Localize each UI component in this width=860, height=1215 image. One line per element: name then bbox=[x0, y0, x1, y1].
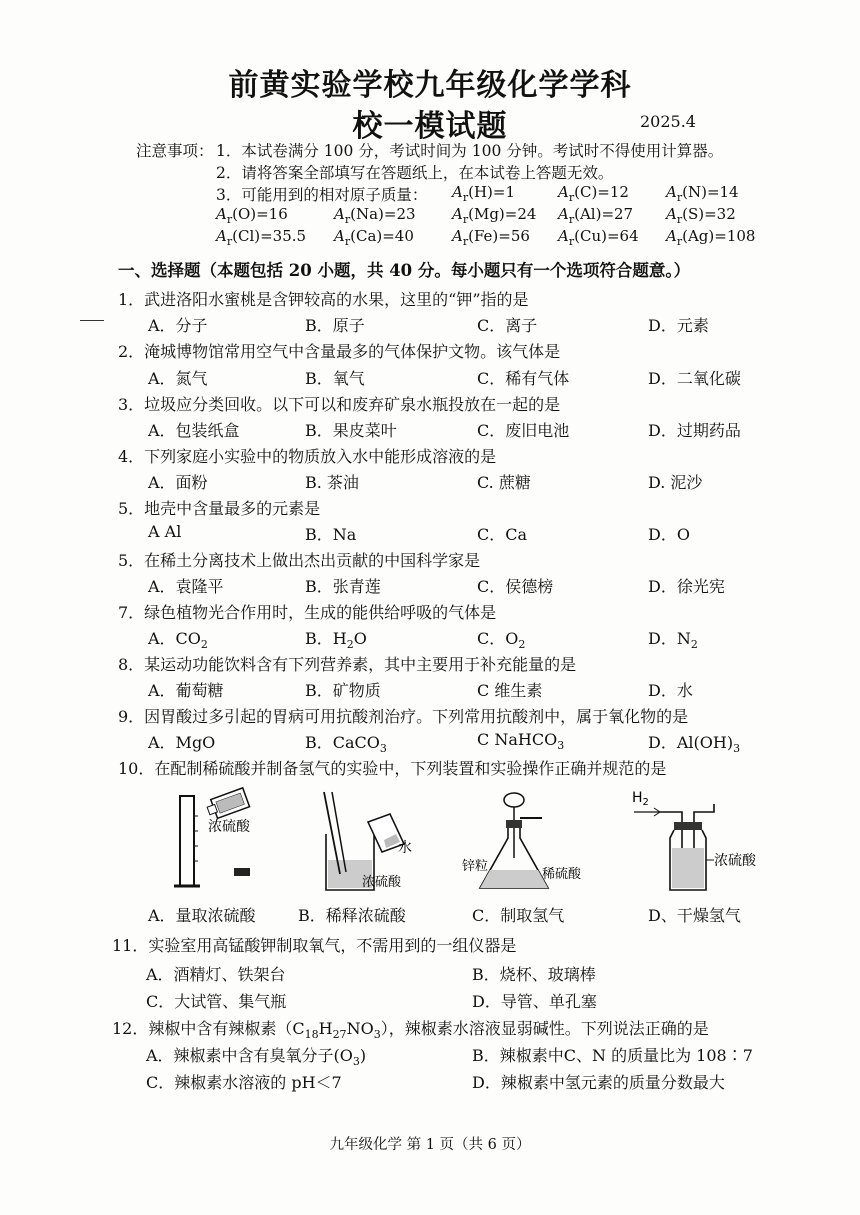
exam-subtitle: 校一模试题 bbox=[352, 109, 508, 144]
question-5: 5．地壳中含量最多的元素是 bbox=[118, 499, 321, 518]
note-3: 3．可能用到的相对原子质量： bbox=[216, 186, 428, 204]
mass-na: $A_r(Na)=23$ bbox=[334, 205, 416, 226]
q2-option-c: C．稀有气体 bbox=[477, 369, 570, 388]
mass-cu: $A_r(Cu)=64$ bbox=[558, 227, 639, 248]
q7-option-b: B．$H_2O$ bbox=[305, 629, 367, 652]
q2-option-b: B．氧气 bbox=[305, 369, 365, 388]
mass-n: $A_r(N)=14$ bbox=[666, 183, 739, 204]
figure-c-flask bbox=[462, 788, 597, 900]
fig-a-label-acid: 浓硫酸 bbox=[208, 819, 250, 835]
q5-option-a: A Al bbox=[148, 522, 182, 541]
question-3: 3．垃圾应分类回收。以下可以和废弃矿泉水瓶投放在一起的是 bbox=[118, 395, 561, 414]
q3-option-b: B．果皮菜叶 bbox=[305, 421, 397, 440]
bottle-stopper bbox=[234, 868, 250, 876]
mass-ag: $A_r(Ag)=108$ bbox=[666, 227, 756, 248]
mass-cl: $A_r(Cl)=35.5$ bbox=[216, 227, 307, 248]
q8-option-b: B．矿物质 bbox=[305, 681, 381, 700]
q1-option-c: C．离子 bbox=[477, 316, 538, 335]
mass-c: $A_r(C)=12$ bbox=[558, 183, 629, 204]
q9-option-d: D．$Al(OH)_3$ bbox=[648, 733, 741, 756]
q3-option-a: A．包装纸盒 bbox=[148, 421, 240, 440]
fig-b-label-acid: 浓硫酸 bbox=[362, 875, 402, 890]
q10-option-a: A．量取浓硫酸 bbox=[148, 906, 256, 925]
question-6: 5．在稀土分离技术上做出杰出贡献的中国科学家是 bbox=[118, 551, 481, 570]
q9-option-b: B．CaCO$_3$ bbox=[305, 733, 387, 756]
q8-option-a: A．葡萄糖 bbox=[148, 681, 224, 700]
q11-option-b: B．烧杯、玻璃棒 bbox=[472, 965, 596, 984]
section-heading: 一、选择题（本题包括 20 小题，共 40 分。每小题只有一个选项符合题意。） bbox=[118, 261, 691, 280]
q10-option-d: D、干燥氢气 bbox=[648, 906, 741, 925]
q7-option-d: D．$N_2$ bbox=[648, 629, 698, 652]
q6-option-b: B．张青莲 bbox=[305, 577, 381, 596]
question-9: 9．因胃酸过多引起的胃病可用抗酸剂治疗。下列常用抗酸剂中，属于氧化物的是 bbox=[118, 707, 689, 726]
q2-option-a: A．氮气 bbox=[148, 369, 208, 388]
exam-date: 2025.4 bbox=[640, 112, 696, 131]
mass-fe: $A_r(Fe)=56$ bbox=[452, 227, 530, 248]
q7-option-a: A．$CO_2$ bbox=[148, 629, 208, 652]
exam-title: 前黄实验学校九年级化学学科 bbox=[228, 68, 632, 103]
mass-mg: $A_r(Mg)=24$ bbox=[452, 205, 537, 226]
page-footer: 九年级化学 第 1 页（共 6 页） bbox=[329, 1137, 531, 1153]
question-7: 7．绿色植物光合作用时，生成的能供给呼吸的气体是 bbox=[118, 603, 497, 622]
mass-al: $A_r(Al)=27$ bbox=[558, 205, 634, 226]
q11-option-c: C．大试管、集气瓶 bbox=[146, 992, 287, 1011]
figure-d-drying-bottle bbox=[630, 786, 770, 898]
fig-b-label-water: 水 bbox=[398, 840, 412, 856]
question-11: 11．实验室用高锰酸钾制取氧气，不需用到的一组仪器是 bbox=[112, 936, 517, 955]
mass-h: $A_r(H)=1$ bbox=[452, 183, 516, 204]
mass-ca: $A_r(Ca)=40$ bbox=[334, 227, 414, 248]
q6-option-c: C．侯德榜 bbox=[477, 577, 554, 596]
q12-option-d: D．辣椒素中氢元素的质量分数最大 bbox=[472, 1073, 725, 1092]
mass-o: $A_r(O)=16$ bbox=[216, 205, 288, 226]
fig-d-label-h2: $H_2$ bbox=[632, 790, 649, 808]
q10-option-b: B．稀释浓硫酸 bbox=[298, 906, 406, 925]
q11-option-d: D．导管、单孔塞 bbox=[472, 992, 597, 1011]
q6-option-a: A．袁隆平 bbox=[148, 577, 224, 596]
note-1: 1．本试卷满分 100 分，考试时间为 100 分钟。考试时不得使用计算器。 bbox=[216, 142, 724, 160]
margin-mark bbox=[80, 320, 104, 321]
q1-option-b: B．原子 bbox=[305, 316, 365, 335]
q2-option-d: D．二氧化碳 bbox=[648, 369, 741, 388]
q10-option-c: C．制取氢气 bbox=[472, 906, 565, 925]
q9-option-a: A．MgO bbox=[148, 733, 216, 752]
notes-label: 注意事项： bbox=[136, 142, 214, 160]
q1-option-a: A．分子 bbox=[148, 316, 208, 335]
q5-option-b: B．Na bbox=[305, 525, 357, 544]
q7-option-c: C．$O_2$ bbox=[477, 629, 526, 652]
q5-option-d: D．O bbox=[648, 525, 690, 544]
q8-option-d: D．水 bbox=[648, 681, 693, 700]
figure-b-beaker bbox=[312, 790, 432, 898]
question-8: 8．某运动功能饮料含有下列营养素，其中主要用于补充能量的是 bbox=[118, 655, 577, 674]
note-2: 2．请将答案全部填写在答题纸上，在本试卷上答题无效。 bbox=[216, 164, 614, 182]
q12-option-c: C．辣椒素水溶液的 pH＜7 bbox=[146, 1073, 342, 1092]
q8-option-c: C 维生素 bbox=[477, 681, 543, 700]
q6-option-d: D．徐光宪 bbox=[648, 577, 725, 596]
q4-option-c: C. 蔗糖 bbox=[477, 473, 531, 492]
question-12: 12．辣椒中含有辣椒素$(C_{18}H_{27}NO_3)$，辣椒素水溶液显弱碱性。下列说法正确的是 bbox=[112, 1019, 709, 1042]
q11-option-a: A．酒精灯、铁架台 bbox=[146, 965, 286, 984]
q4-option-d: D. 泥沙 bbox=[648, 473, 703, 492]
q3-option-c: C．废旧电池 bbox=[477, 421, 570, 440]
mass-s: $A_r(S)=32$ bbox=[666, 205, 736, 226]
q9-option-c: C NaHCO$_3$ bbox=[477, 730, 565, 753]
question-10: 10．在配制稀硫酸并制备氢气的实验中，下列装置和实验操作正确并规范的是 bbox=[118, 759, 667, 778]
q12-option-b: B．辣椒素中C、N 的质量比为 108∶7 bbox=[472, 1046, 753, 1065]
fig-c-label-zinc: 锌粒 bbox=[462, 859, 489, 874]
q4-option-a: A．面粉 bbox=[148, 473, 208, 492]
q4-option-b: B. 茶油 bbox=[305, 473, 359, 492]
fig-d-label-acid: 浓硫酸 bbox=[714, 853, 756, 869]
q5-option-c: C．Ca bbox=[477, 525, 528, 544]
figure-a-measuring-cylinder bbox=[170, 786, 290, 898]
q12-option-a: A．辣椒素中含有臭氧分子$(O_3)$ bbox=[146, 1046, 367, 1069]
question-4: 4．下列家庭小实验中的物质放入水中能形成溶液的是 bbox=[118, 447, 497, 466]
question-1: 1．武进洛阳水蜜桃是含钾较高的水果，这里的“钾”指的是 bbox=[118, 290, 529, 309]
question-2: 2．淹城博物馆常用空气中含量最多的气体保护文物。该气体是 bbox=[118, 342, 561, 361]
fig-c-label-dilute: 稀硫酸 bbox=[542, 867, 582, 882]
q3-option-d: D．过期药品 bbox=[648, 421, 741, 440]
q1-option-d: D．元素 bbox=[648, 316, 709, 335]
